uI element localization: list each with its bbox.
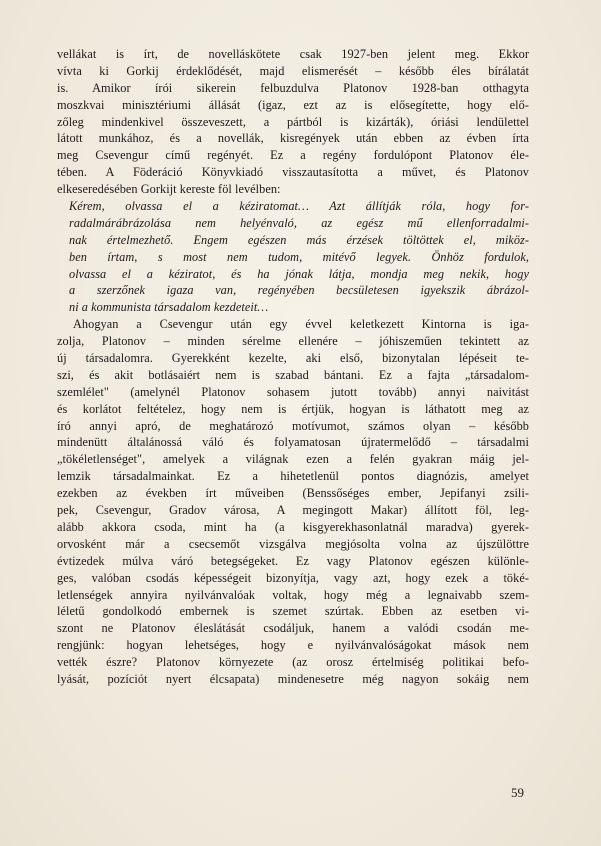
- quote-line: olvassa el a kéziratot, és ha jónak látja, mondja meg nekik, hogy: [69, 266, 529, 281]
- text-line: orvosként már a csecsemőt vizsgálva megjósolta volna az újszülöttre: [57, 536, 529, 551]
- text-line: meg Csevengur című regényét. Ez a regény fordulópont Platonov éle-: [57, 148, 529, 163]
- text-line: vellákat is írt, de novelláskötete csak 1927-ben jelent meg. Ekkor: [57, 47, 529, 61]
- text-line: vívta ki Gorkij érdeklődését, majd elismerését – később éles bírálatát: [57, 63, 529, 78]
- text-line: rengjünk: hogyan lehetséges, hogy e nyilvánvalóságokat mások nem: [57, 638, 529, 653]
- text-line: új társadalomra. Gyerekként kezelte, aki első, bizonytalan lépéseit te-: [57, 351, 529, 366]
- text-line: és korlátot feltételez, hogy nem is értjük, hogyan is láthatott meg az: [57, 401, 529, 416]
- quote-line: Kérem, olvassa el a kéziratomat… Azt állítják róla, hogy for-: [69, 199, 529, 214]
- text-line: ges, valóban csodás képességeit bizonyítja, vagy azt, hogy ezek a töké-: [57, 570, 529, 585]
- text-line: zőleg mindenkivel összeveszett, a pártból is kizárták), óriási lendülettel: [57, 114, 529, 129]
- quote-line: nak értelmezhető. Engem egészen más érzések töltöttek el, miköz-: [69, 232, 529, 247]
- text-line: író annyi apró, de meghatározó motívumot, számos olyan – később: [57, 418, 529, 433]
- text-line: szont ne Platonov éleslátását csodáljuk, hanem a valódi csodán me-: [57, 621, 529, 636]
- text-line: szi, és akit botlásaiért nem is szabad bántani. Ez a fajta „társadalom-: [57, 367, 529, 382]
- text-line: moszkvai minisztériumi állását (igaz, ezt az is elősegítette, hogy elő-: [57, 97, 529, 112]
- body-text: [57, 46, 529, 688]
- text-line: szemlélet" (amelynél Platonov sohasem jutott tovább) annyi naivitást: [57, 384, 529, 399]
- text-line: elkeseredésében Gorkijt kereste föl levélben:: [57, 182, 281, 197]
- quote-line: radalmárábrázolása nem helyénvaló, az egész mű ellenforradalmi-: [69, 215, 529, 230]
- text-line: Ahogyan a Csevengur után egy évvel keletkezett Kintorna is iga-: [73, 317, 529, 332]
- text-line: léletű gondolkodó embernek is szemet szúrtak. Ebben az esetben vi-: [57, 604, 529, 619]
- text-line: „tökéletlenséget", amelyek a világnak ezen a felén gyakran máig jel-: [57, 452, 529, 467]
- quote-line: a szerzőnek igaza van, regényében becsületesen igyekszik ábrázol-: [69, 283, 529, 298]
- page-number: 59: [511, 785, 524, 800]
- text-line: alább akkora csoda, mint ha (a kisgyerekhasonlatnál maradva) gyerek-: [57, 519, 529, 534]
- text-line: pek, Csevengur, Gradov városa, A megingott Makar) állított föl, leg-: [57, 503, 529, 518]
- text-line: zolja, Platonov – minden sérelme ellenére – jóhiszeműen tekintett az: [57, 334, 529, 349]
- text-line: látott munkához, és a novellák, kisregények után ebben az évben írta: [57, 131, 529, 146]
- text-line: is. Amikor írói sikerein felbuzdulva Platonov 1928-ban otthagyta: [57, 80, 529, 95]
- quote-line: ben írtam, s most nem tudom, mitévő legyek. Önhöz fordulok,: [69, 249, 529, 264]
- text-line: lyását, pozíciót nyert élcsapata) mindenesetre még nagyon sokáig nem: [57, 671, 529, 686]
- text-line: letlenségek annyira nyilvánvalóak voltak, hogy még a legnaivabb szem-: [57, 587, 529, 602]
- text-line: ezekben az években írt műveiben (Benssőséges ember, Jepifanyi zsili-: [57, 486, 529, 501]
- text-line: mindenütt általánossá váló és folyamatosan újratermelődő – társadalmi: [57, 435, 529, 450]
- text-line: tében. A Föderáció Könyvkiadó visszautasította a művet, és Platonov: [57, 165, 529, 180]
- quote-line: ni a kommunista társadalom kezdeteit…: [69, 300, 269, 315]
- text-line: évtizedek múlva váró betegségeket. Ez vagy Platonov egészen különle-: [57, 553, 529, 568]
- text-line: lemzik társadalmainkat. Ez a hihetetlenül pontos diagnózis, amelyet: [57, 469, 529, 484]
- text-line: vették észre? Platonov környezete (az orosz értelmiség politikai befo-: [57, 655, 529, 670]
